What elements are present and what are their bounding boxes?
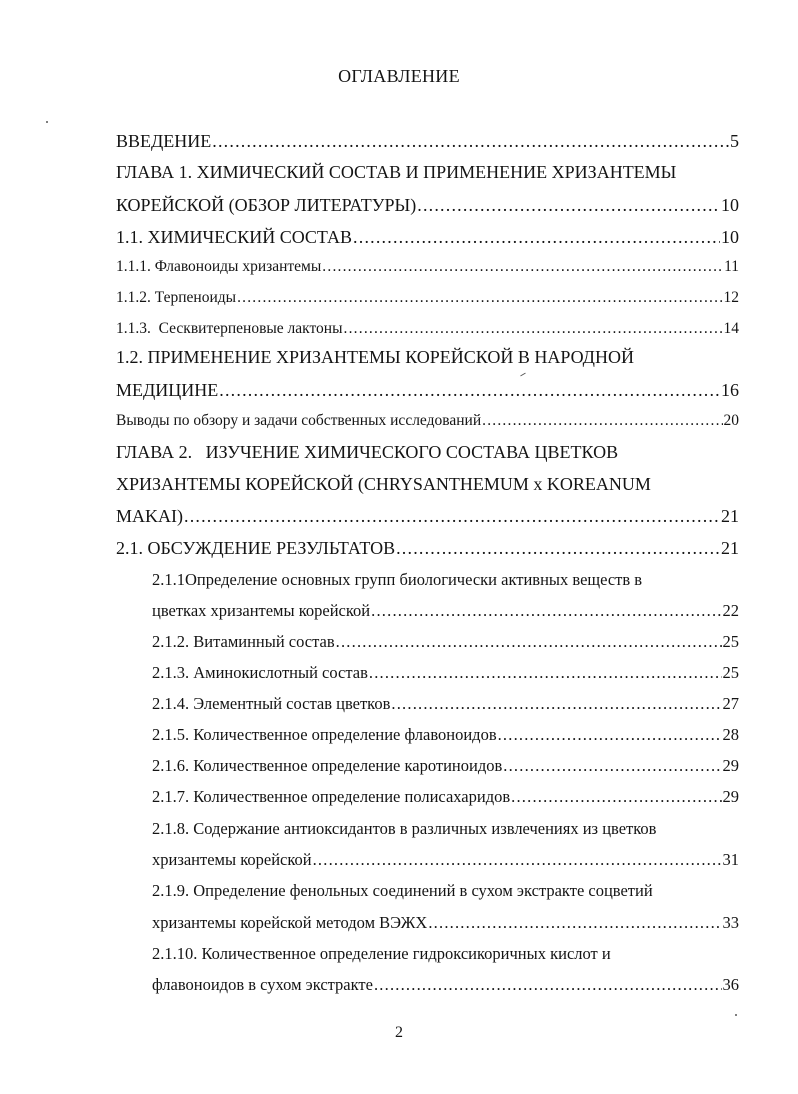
leader-dots <box>336 632 722 652</box>
leader-dots <box>212 131 729 152</box>
leader-dots <box>391 694 721 714</box>
toc-entry-2-1-10[interactable]: флавоноидов в сухом экстракте ..... 36 <box>152 975 739 995</box>
toc-entry-1-1-1[interactable]: 1.1.1. Флавоноиды хризантемы ..... 11 <box>116 258 739 276</box>
leader-dots <box>374 975 722 995</box>
toc-entry-chapter1[interactable]: КОРЕЙСКОЙ (ОБЗОР ЛИТЕРАТУРЫ) ..... 10 <box>116 195 739 216</box>
toc-entry-2-1-7[interactable]: 2.1.7. Количественное определение полисахаридов ..... 29 <box>152 787 739 807</box>
leader-dots <box>322 258 723 276</box>
toc-entry-2-1-2[interactable]: 2.1.2. Витаминный состав ..... 25 <box>152 632 739 652</box>
toc-entry-1-1-2[interactable]: 1.1.2. Терпеноиды ..... 12 <box>116 289 739 307</box>
page-ref: 22 <box>722 601 739 620</box>
leader-dots <box>237 289 722 307</box>
page-ref: 14 <box>723 320 739 337</box>
toc-chapter2-line1: ГЛАВА 2. ИЗУЧЕНИЕ ХИМИЧЕСКОГО СОСТАВА ЦВЕТКОВ <box>116 442 619 462</box>
toc-2-1-1-line1: 2.1.1Определение основных групп биологически активных веществ в <box>152 570 643 589</box>
leader-dots <box>369 663 722 683</box>
toc-entry-2-1-5[interactable]: 2.1.5. Количественное определение флавоноидов ..... 28 <box>152 725 739 745</box>
page-ref: 33 <box>722 913 739 932</box>
page-ref: 21 <box>721 506 739 526</box>
page-ref: 21 <box>721 538 739 558</box>
leader-dots <box>353 227 720 248</box>
toc-entry-1-2[interactable]: МЕДИЦИНЕ ..... 16 <box>116 380 739 401</box>
page-ref: 25 <box>722 663 739 682</box>
toc-2-1-10-line1: 2.1.10. Количественное определение гидроксикоричных кислот и <box>152 944 611 963</box>
leader-dots <box>396 538 720 559</box>
toc-1-2-line1: 1.2. ПРИМЕНЕНИЕ ХРИЗАНТЕМЫ КОРЕЙСКОЙ В НАРОДНОЙ <box>116 347 634 367</box>
page-ref: 27 <box>722 694 739 713</box>
scan-speck <box>46 121 48 123</box>
page-ref: 20 <box>723 412 739 429</box>
leader-dots <box>313 850 722 870</box>
page-ref: 29 <box>722 787 739 806</box>
toc-entry-1-1-3[interactable]: 1.1.3. Сесквитерпеновые лактоны ..... 14 <box>116 320 739 338</box>
toc-chapter1-line1: ГЛАВА 1. ХИМИЧЕСКИЙ СОСТАВ И ПРИМЕНЕНИЕ ХРИЗАНТЕМЫ <box>116 162 677 182</box>
leader-dots <box>344 320 723 338</box>
leader-dots <box>498 725 722 745</box>
toc-entry-2-1-6[interactable]: 2.1.6. Количественное определение каротиноидов ..... 29 <box>152 756 739 776</box>
toc-entry-introduction[interactable]: ВВЕДЕНИЕ ..... 5 <box>116 131 739 152</box>
page-ref: 16 <box>721 380 739 400</box>
toc-entry-2-1-8[interactable]: хризантемы корейской ..... 31 <box>152 850 739 870</box>
page-ref: 25 <box>722 632 739 651</box>
leader-dots <box>482 412 722 430</box>
leader-dots <box>371 601 721 621</box>
toc-entry-2-1-1[interactable]: цветках хризантемы корейской ..... 22 <box>152 601 739 621</box>
leader-dots <box>219 380 720 401</box>
page-title: ОГЛАВЛЕНИЕ <box>338 66 460 86</box>
scan-speck <box>735 1014 737 1016</box>
toc-entry-2-1-9[interactable]: хризантемы корейской методом ВЭЖХ ..... 33 <box>152 913 739 933</box>
leader-dots <box>428 913 721 933</box>
page-ref: 28 <box>722 725 739 744</box>
leader-dots <box>417 195 720 216</box>
page-ref: 10 <box>721 227 739 247</box>
page-ref: 31 <box>722 850 739 869</box>
toc-entry-1-1[interactable]: 1.1. ХИМИЧЕСКИЙ СОСТАВ ..... 10 <box>116 227 739 248</box>
toc-entry-2-1-3[interactable]: 2.1.3. Аминокислотный состав ..... 25 <box>152 663 739 683</box>
toc-entry-chapter2[interactable]: MAKAI) ..... 21 <box>116 506 739 527</box>
page-ref: 36 <box>722 975 739 994</box>
toc-entry-2-1[interactable]: 2.1. ОБСУЖДЕНИЕ РЕЗУЛЬТАТОВ ..... 21 <box>116 538 739 559</box>
leader-dots <box>503 756 721 776</box>
toc-entry-conclusions[interactable]: Выводы по обзору и задачи собственных исследований ..... 20 <box>116 412 739 430</box>
page-number: 2 <box>395 1024 403 1041</box>
toc-2-1-9-line1: 2.1.9. Определение фенольных соединений в сухом экстракте соцветий <box>152 881 653 900</box>
page-ref: 12 <box>723 289 739 306</box>
toc-chapter2-line2: ХРИЗАНТЕМЫ КОРЕЙСКОЙ (CHRYSANTHEMUM x KOREANUM <box>116 474 651 494</box>
leader-dots <box>184 506 720 527</box>
page-ref: 5 <box>730 131 739 151</box>
leader-dots <box>511 787 721 807</box>
page-ref: 10 <box>721 195 739 215</box>
page-ref: 11 <box>724 258 739 275</box>
toc-2-1-8-line1: 2.1.8. Содержание антиоксидантов в различных извлечениях из цветков <box>152 819 657 838</box>
page-ref: 29 <box>722 756 739 775</box>
toc-entry-2-1-4[interactable]: 2.1.4. Элементный состав цветков ..... 27 <box>152 694 739 714</box>
